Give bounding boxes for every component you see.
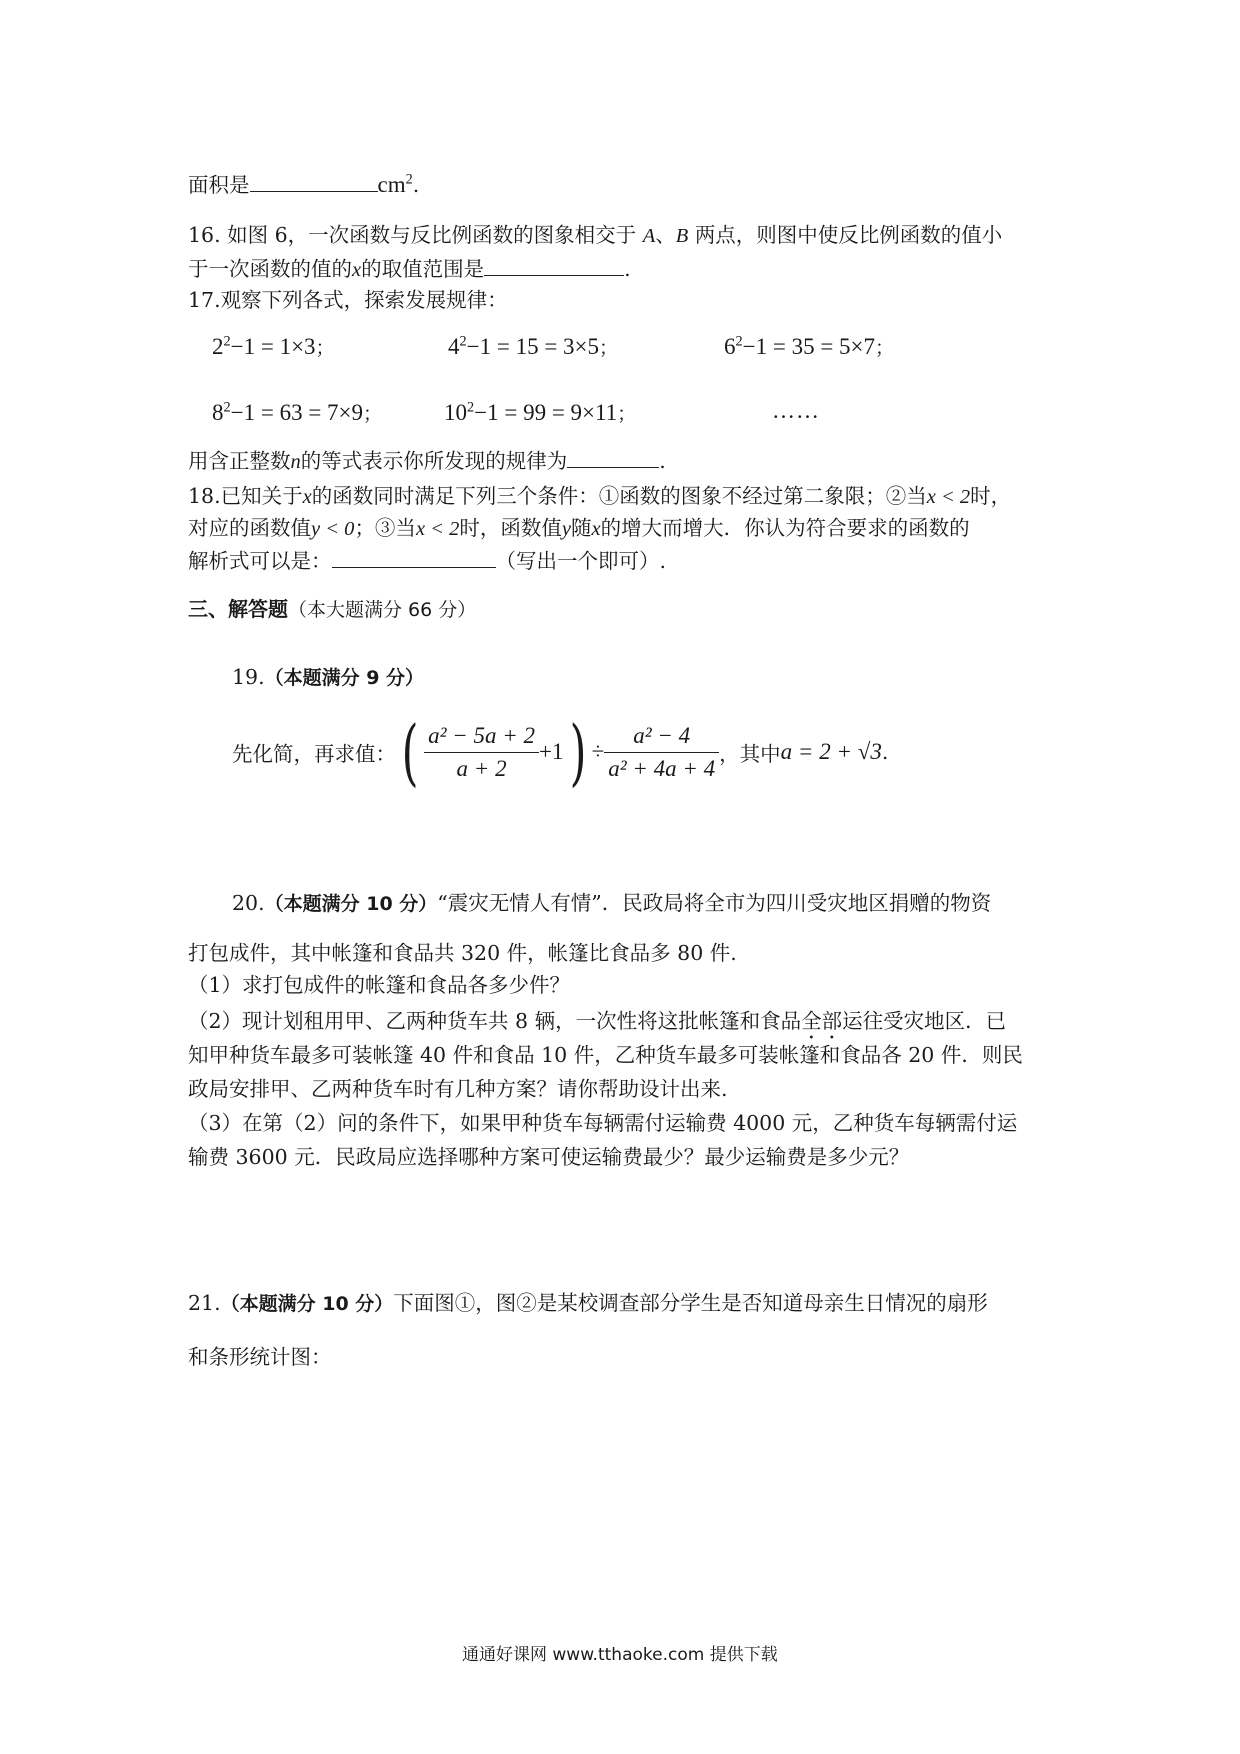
- q20-part2-line1: [188, 1006, 1006, 1044]
- q18-text-3a: 解析式可以是：: [188, 549, 332, 573]
- q17-title-text: 17.观察下列各式，探索发展规律：: [188, 288, 508, 312]
- q16-var-x: x: [352, 259, 362, 281]
- q18-var-x-2: x: [591, 518, 601, 540]
- q17-eq-3: [724, 332, 894, 363]
- q17-eq2-base: 4: [448, 334, 460, 359]
- q18-cond-1: x < 2: [926, 486, 971, 508]
- q16-answer-blank[interactable]: [484, 255, 624, 276]
- q19-where: ，其中: [719, 742, 781, 766]
- q19-frac1-den: a + 2: [456, 755, 507, 781]
- q17-eq1-rest: −1 = 1×3: [230, 334, 316, 359]
- q17-eq-1: [212, 332, 335, 363]
- q19-divide: ÷: [591, 739, 605, 764]
- q19-frac1-num: a² − 5a + 2: [424, 723, 539, 753]
- q16-text-2b: 的取值范围是: [361, 257, 485, 281]
- q18-cond-2: x < 2: [415, 518, 460, 540]
- q17-eq2-rest: −1 = 15 = 3×5: [466, 334, 600, 359]
- q17-eq3-sep: ；: [875, 337, 895, 359]
- q20-part3-a: （3）在第（2）问的条件下，如果甲种货车每辆需付运输费 4000 元，乙种货车每辆需付运: [188, 1111, 1018, 1135]
- q15-answer-blank[interactable]: [250, 171, 378, 192]
- q21-text-2: 和条形统计图：: [188, 1345, 332, 1369]
- q19-prompt: 先化简，再求值：: [232, 742, 396, 766]
- q15-unit-text: cm: [377, 172, 406, 197]
- q20-line1: [232, 888, 991, 919]
- q20-part2-d: 政局安排甲、乙两种货车时有几种方案？请你帮助设计出来.: [188, 1077, 728, 1101]
- q18-text-2a: 对应的函数值: [188, 516, 311, 540]
- q20-number: 20.: [232, 891, 265, 915]
- q18-var-x: x: [302, 486, 312, 508]
- q15-tail: [188, 170, 419, 200]
- q17-eq5-sep: ；: [617, 403, 637, 425]
- q18-text-3b: （写出一个即可）.: [495, 549, 667, 573]
- q16-line1: [188, 220, 1002, 251]
- q17-answer-blank[interactable]: [567, 447, 659, 468]
- q21-number: 21.: [188, 1291, 221, 1315]
- q17-eq3-rest: −1 = 35 = 5×7: [742, 334, 876, 359]
- section-3-heading: [188, 594, 476, 625]
- q20-part1: [188, 970, 570, 1000]
- q17-eq4-rest: −1 = 63 = 7×9: [230, 400, 364, 425]
- q18-var-y: y: [561, 518, 571, 540]
- q19-end: .: [881, 740, 889, 764]
- q16-text-2a: 于一次函数的值的: [188, 257, 352, 281]
- q15-unit-sup: 2: [405, 171, 413, 188]
- q17-end: .: [659, 449, 666, 473]
- q19-value: a = 2 + √3: [780, 739, 882, 764]
- q18-line2: [188, 513, 970, 544]
- q20-text-2: 打包成件，其中帐篷和食品共 320 件，帐篷比食品多 80 件.: [188, 941, 737, 965]
- q20-part2-emphasis: 全部: [801, 1009, 843, 1033]
- q19-points: （本题满分 9 分）: [264, 667, 425, 689]
- q17-eq3-exp: 2: [735, 333, 743, 350]
- q17-title: [188, 285, 508, 315]
- q18-text-2c: 时，函数值: [459, 516, 562, 540]
- q20-line2: [188, 938, 737, 968]
- q21-line2: [188, 1342, 332, 1372]
- q17-eq4-sep: ；: [363, 403, 383, 425]
- q16-text-1: 16. 如图 6，一次函数与反比例函数的图象相交于: [188, 223, 637, 247]
- q17-ask-b: 的等式表示你所发现的规律为: [300, 449, 568, 473]
- q17-eq5-exp: 2: [467, 399, 475, 416]
- section-3-note: （本大题满分 66 分）: [288, 599, 477, 621]
- q17-ellipsis: [772, 396, 820, 426]
- q16-end: .: [624, 257, 631, 281]
- q17-ellipsis-text: ……: [772, 398, 820, 423]
- q16-line2: [188, 254, 631, 285]
- q20-part2-line2: [188, 1040, 1023, 1070]
- q16-point-b: B: [675, 225, 689, 247]
- q18-cond-y: y < 0: [311, 518, 355, 540]
- q19-number: 19.: [232, 665, 265, 689]
- q19-fraction-2: [604, 723, 719, 782]
- q19-left-paren: (: [401, 710, 419, 794]
- section-3-title: 三、解答题: [188, 597, 288, 621]
- page-footer: [462, 1640, 778, 1665]
- q19-fraction-1: [424, 723, 539, 782]
- q20-text-1: “震灾无情人有情”．民政局将全市为四川受灾地区捐赠的物资: [437, 891, 992, 915]
- q18-text-1c: 时，: [970, 484, 1012, 508]
- footer-text: 通通好课网 www.tthaoke.com 提供下载: [462, 1645, 778, 1665]
- q17-eq3-base: 6: [724, 334, 736, 359]
- q18-text-2e: 的增大而增大．你认为符合要求的函数的: [600, 516, 970, 540]
- q21-points: （本题满分 10 分）: [220, 1293, 394, 1315]
- q17-eq5-rest: −1 = 99 = 9×11: [474, 400, 618, 425]
- q17-eq1-sep: ；: [315, 337, 335, 359]
- q17-eq-2: [448, 332, 618, 363]
- q18-text-1b: 的函数同时满足下列三个条件：①函数的图象不经过第二象限；②当: [311, 484, 927, 508]
- q15-unit: [378, 172, 413, 197]
- q19-plus-one: +1: [539, 739, 564, 764]
- q18-answer-blank[interactable]: [332, 547, 496, 568]
- q20-part2-b: 运往受灾地区．已: [842, 1009, 1007, 1033]
- q21-line1: [188, 1288, 988, 1319]
- q18-text-2b: ；③当: [354, 516, 416, 540]
- q19-right-paren: ): [569, 710, 586, 794]
- q20-points: （本题满分 10 分）: [264, 893, 438, 915]
- q17-eq5-base: 10: [444, 400, 467, 425]
- q20-part2-a: （2）现计划租用甲、乙两种货车共 8 辆，一次性将这批帐篷和食品: [188, 1009, 802, 1033]
- q17-eq2-sep: ；: [599, 337, 619, 359]
- q17-eq-5: [444, 398, 636, 429]
- q19-frac2-num: a² − 4: [604, 723, 719, 753]
- q19-frac2-den: a² + 4a + 4: [608, 755, 716, 781]
- q19-header: [232, 662, 424, 693]
- q20-part3-line1: [188, 1108, 1017, 1138]
- q16-sep: 、: [655, 223, 676, 247]
- q18-line3: [188, 546, 666, 576]
- q20-part1-text: （1）求打包成件的帐篷和食品各多少件？: [188, 973, 571, 997]
- q20-part3-b: 输费 3600 元．民政局应选择哪种方案可使运输费最少？最少运输费是多少元？: [188, 1145, 910, 1169]
- q15-end: .: [412, 173, 420, 197]
- q17-eq1-base: 2: [212, 334, 224, 359]
- q20-part3-line2: [188, 1142, 909, 1172]
- q16-point-a: A: [642, 225, 656, 247]
- q20-part2-c: 知甲种货车最多可装帐篷 40 件和食品 10 件，乙种货车最多可装帐篷和食品各 20 件．则民: [188, 1043, 1023, 1067]
- q17-eq-4: [212, 398, 382, 429]
- q17-eq4-exp: 2: [223, 399, 231, 416]
- q16-text-1-end: 两点，则图中使反比例函数的值小: [694, 223, 1003, 247]
- q18-text-2d: 随: [570, 516, 592, 540]
- q19-expression: [232, 710, 889, 794]
- q17-eq4-base: 8: [212, 400, 224, 425]
- q17-eq2-exp: 2: [459, 333, 467, 350]
- q21-text-1: 下面图①，图②是某校调查部分学生是否知道母亲生日情况的扇形: [393, 1291, 988, 1315]
- q17-ask-a: 用含正整数: [188, 449, 291, 473]
- q17-eq1-exp: 2: [223, 333, 231, 350]
- q18-text-1a: 18.已知关于: [188, 484, 303, 508]
- q18-line1: [188, 481, 1011, 512]
- q17-var-n: n: [290, 451, 301, 473]
- q17-ask: [188, 446, 666, 477]
- q20-part2-line3: [188, 1074, 728, 1104]
- q15-prefix: 面积是: [188, 173, 250, 197]
